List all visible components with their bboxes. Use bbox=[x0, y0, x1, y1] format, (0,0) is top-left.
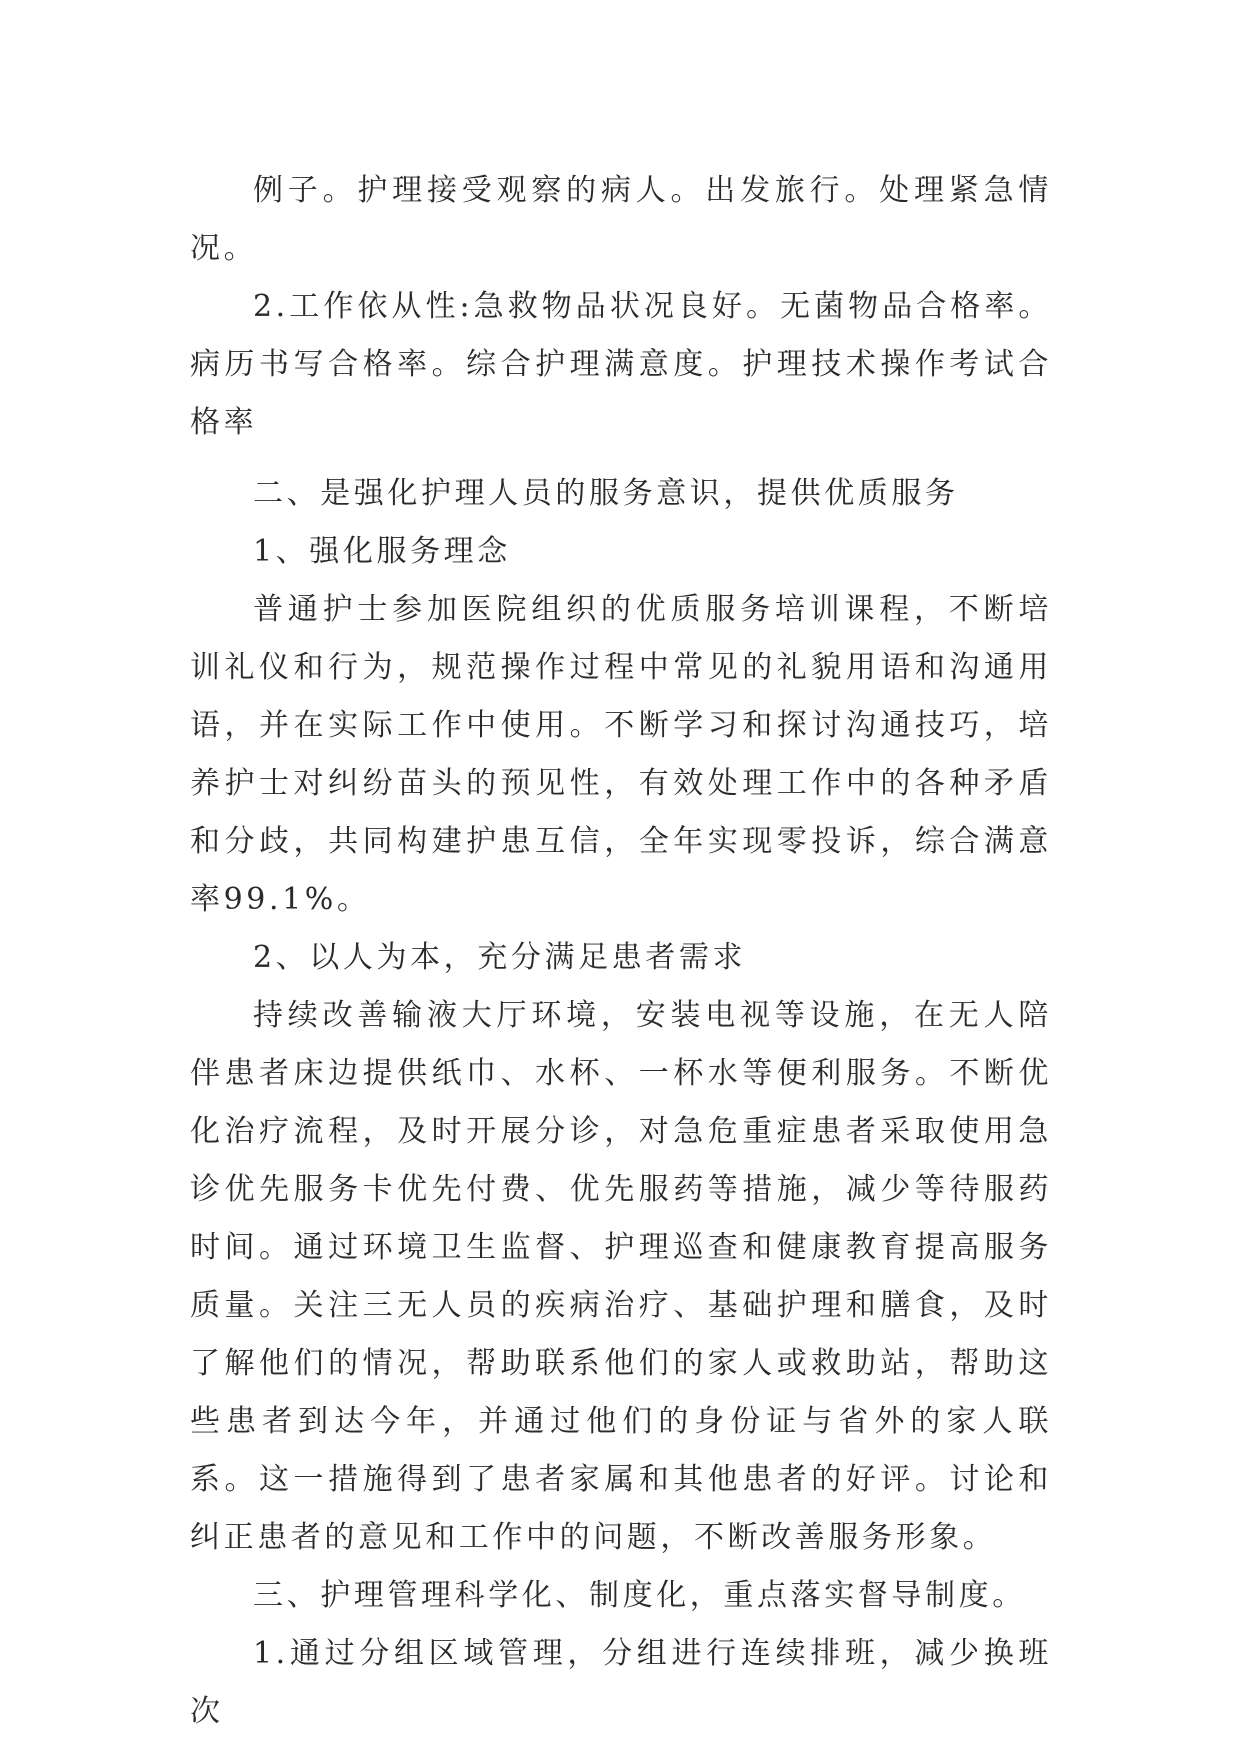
subheading-service-concept: 1、强化服务理念 bbox=[253, 534, 511, 569]
section-heading-service-awareness: 二、是强化护理人员的服务意识，提供优质服务 bbox=[253, 476, 959, 511]
paragraph-group-management: 1.通过分组区域管理，分组进行连续排班，减少换班次 bbox=[190, 1636, 1052, 1729]
section-heading-management: 三、护理管理科学化、制度化，重点落实督导制度。 bbox=[253, 1578, 1026, 1613]
paragraph-patient-care: 持续改善输液大厅环境，安装电视等设施，在无人陪伴患者床边提供纸巾、水杯、一杯水等便利服务。不断优化治疗流程，及时开展分诊，对急危重症患者采取使用急诊优先服务卡优先付费、优先服药等措施，减少等待服药时间。通过环境卫生监督、护理巡查和健康教育提高服务质量。关注三无人员的疾病治疗、基础护理和膳食，及时了解他们的情况，帮助联系他们的家人或救助站，帮助这些患者到达今年，并通过他们的身份证与省外的家人联系。这一措施得到了患者家属和其他患者的好评。讨论和纠正患者的意见和工作中的问题，不断改善服务形象。 bbox=[190, 998, 1052, 1555]
document-body bbox=[190, 162, 1052, 1741]
paragraph-service-training: 普通护士参加医院组织的优质服务培训课程，不断培训礼仪和行为，规范操作过程中常见的礼貌用语和沟通用语，并在实际工作中使用。不断学习和探讨沟通技巧，培养护士对纠纷苗头的预见性，有效处理工作中的各种矛盾和分歧，共同构建护患互信，全年实现零投诉，综合满意率99.1%。 bbox=[190, 592, 1052, 917]
subheading-patient-needs: 2、以人为本，充分满足患者需求 bbox=[253, 940, 747, 975]
paragraph-work-compliance: 2.工作依从性:急救物品状况良好。无菌物品合格率。病历书写合格率。综合护理满意度。护理技术操作考试合格率 bbox=[190, 289, 1052, 440]
paragraph-examples: 例子。护理接受观察的病人。出发旅行。处理紧急情况。 bbox=[190, 173, 1052, 266]
